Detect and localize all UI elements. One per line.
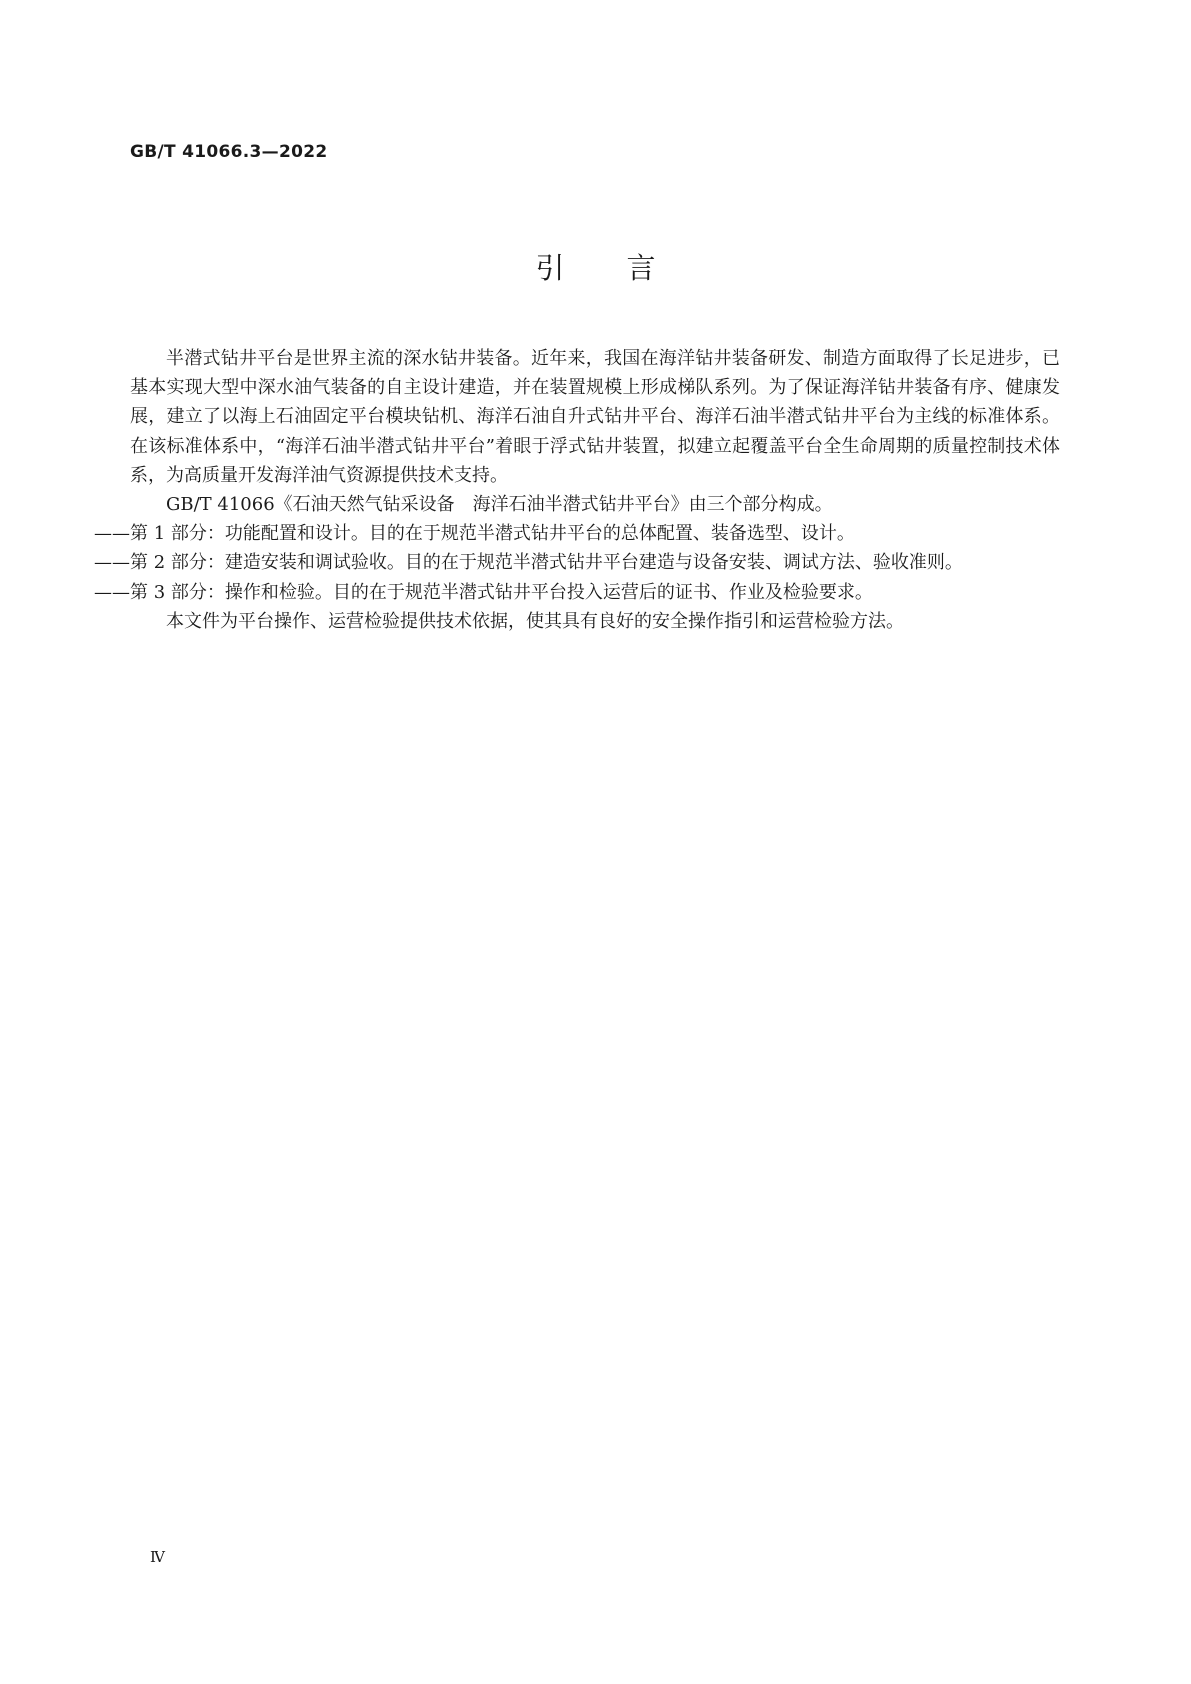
part-3-item: ——第 3 部分：操作和检验。目的在于规范半潜式钻井平台投入运营后的证书、作业及检验要求。 <box>94 581 873 603</box>
intro-paragraph: 半潜式钻井平台是世界主流的深水钻井装备。近年来，我国在海洋钻井装备研发、制造方面取得了长足进步，已基本实现大型中深水油气装备的自主设计建造，并在装置规模上形成梯队系列。为了保证海洋钻井装备有序、健康发展，建立了以海上石油固定平台模块钻机、海洋石油自升式钻井平台、海洋石油半潜式钻井平台为主线的标准体系。在该标准体系中，“海洋石油半潜式钻井平台”着眼于浮式钻井装置，拟建立起覆盖平台全生命周期的质量控制技术体系，为高质量开发海洋油气资源提供技术支持。 <box>130 348 1060 486</box>
part-2-item: ——第 2 部分：建造安装和调试验收。目的在于规范半潜式钻井平台建造与设备安装、调试方法、验收准则。 <box>94 552 963 574</box>
standard-code-header: GB/T 41066.3—2022 <box>130 142 328 162</box>
page-number: Ⅳ <box>150 1548 165 1566</box>
introduction-body <box>94 344 1060 636</box>
part-1-item: ——第 1 部分：功能配置和设计。目的在于规范半潜式钻井平台的总体配置、装备选型、设计。 <box>94 523 855 545</box>
purpose-paragraph: 本文件为平台操作、运营检验提供技术依据，使其具有良好的安全操作指引和运营检验方法。 <box>166 610 904 632</box>
structure-paragraph: GB/T 41066《石油天然气钻采设备 海洋石油半潜式钻井平台》由三个部分构成。 <box>166 494 833 516</box>
section-title: 引言 <box>535 251 718 285</box>
